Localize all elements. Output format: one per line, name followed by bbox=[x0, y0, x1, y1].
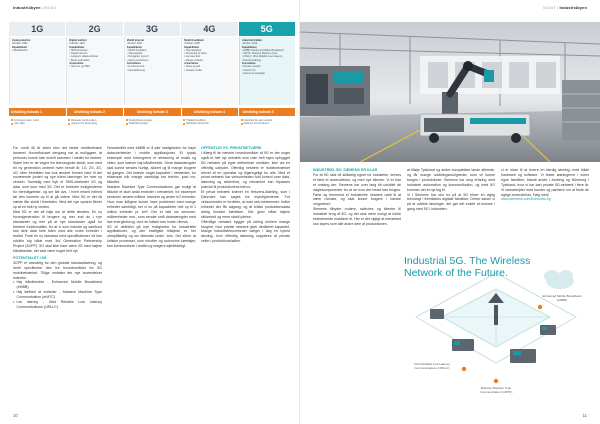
subheading: INDUSTRIEL 5G: SIEMENS ER KLAR bbox=[313, 168, 378, 172]
diagram-title: Industrial 5G. The Wireless Network of the Future. bbox=[404, 255, 531, 279]
list-item: • Lav latency - Ultra Reliable Low Latency Communications (URLLC) bbox=[13, 300, 102, 310]
generation-detail-line: • Stemme og SMS bbox=[69, 65, 90, 69]
generation-notes bbox=[66, 118, 122, 140]
paragraph: Massive Machine Type Communications gør muligt at tilslutte et stort antal enheder i netværket, for eksempel sensorer, smarte målere, trackere og andre IoT-enheder. Hvor man tidligere kunne have problemer med mange enheder samtidigt, ser vi nu på kapaciteter helt op til 1 million enheder pr. km². Der er tale om sensorer, måleenheder mm., som sender små datamængder med lavt energiforbrug, hvor en batteri kan holde i årevis. bbox=[107, 185, 196, 224]
paragraph: Vi i Siemens har stor tro på at 5G bliver en vigtig teknologi i fremtidens digitale fabrikker. Derfor satser vi på at udvikle løsninger, der gør det enkelt at komme i gang med 5G i industrien. bbox=[407, 192, 495, 212]
paragraph: I tillæg til de nævnte hovedområder af 5G er der noget også et helt nyt netværk som man helt egen opbygget 5G netværk på egne definerede områder, ikke via en offentlig udbyder. Offentlig netværk er mobilnetværket drevet af en operatør og tilgængeligt for alle. Med et privat netværk har virksomheden fuld kontrol over data, dækning og sikkerhed, og netværket kan tilpasses præcist til produktionens behov. bbox=[201, 150, 290, 190]
body-column-3 bbox=[501, 168, 589, 240]
generation-detail-line: • Mobilt bredbånd bbox=[126, 48, 147, 52]
page-number-left: 10 bbox=[13, 413, 18, 418]
generation-note: Beskeder sendt mellem bbox=[68, 119, 120, 122]
timeline-tick bbox=[66, 106, 67, 118]
paragraph: Med 5G er det så høje om at dette ændres. En ny hovedgeneration til brugere og mer end du i nye standarder og mer på at nye standarder også for bredere funktionalitet, for at vi som industri og samfund kan dele data hele tiden med alle vores enheder i realtid. Fordi én ny standard med specifikationer nå kan udvikle sig både med 3rd Generation Partnership Project (3GPP). 5G skal ikke bare være 4G med højere båndbredde, det skal være noget helt nyt. bbox=[13, 209, 102, 254]
body-column-2 bbox=[107, 146, 196, 249]
generation-detail-line: • Langsom dataoverførsel bbox=[69, 55, 98, 59]
generation-detail-line: Udrullet: 1982 bbox=[12, 42, 28, 46]
generation-detail-line: • Autonome køretøjer bbox=[241, 71, 266, 75]
paragraph: 3GPP er ansvarlig for den globale standardisering, og hertil specificerer den tre hovedområder for 5G mobilnetværket. Tillige omfatter der nye anvendelser indenfor: bbox=[13, 260, 102, 280]
generation-detail-line: • Fjernaflæsning bbox=[126, 68, 145, 72]
subheading: POTENTIALET I 5G bbox=[13, 255, 47, 260]
bullet-list bbox=[13, 280, 102, 309]
running-head-section: | 5G/IoT bbox=[41, 5, 57, 10]
generation-detail-line: • Streaming af video bbox=[184, 52, 207, 56]
generation-details-5g bbox=[239, 37, 295, 105]
diagram-label-embb: Enhanced Mobile Broadband (eMBB) bbox=[542, 294, 582, 302]
generation-detail-line: Kapabiliteter bbox=[12, 45, 28, 49]
generation-detail-line: • Apps på telefonen bbox=[126, 58, 149, 62]
generation-note: Mobilvideo dominerer bbox=[183, 122, 235, 125]
page-number-right: 11 bbox=[582, 413, 587, 418]
diagram-label-mmtc: Massive Machine Type Communication (mMTC) bbox=[479, 386, 513, 394]
generation-detail-line: • Videoopkald bbox=[126, 52, 143, 56]
generation-detail-line: • E-mail og web bbox=[126, 65, 145, 69]
paragraph: Hovedmålet med eMBB er å øke hastigheden for høye dataoverførsler i mobile applikasjoner. Et typisk eksempel med forbrugerne er streaming af musik og video, som kræver høj båndbredde. Store datamængder skal kunne sendes hurtigt, sikkert og til mange brugere ad gangen. Det kræver noget kapacitet i netværket, for eksempel når mange samtidigt har telefon, ipad mv. tilsluttet. bbox=[107, 146, 196, 185]
running-head-brand: Industri4byen bbox=[13, 5, 41, 10]
body-column-3 bbox=[201, 146, 290, 244]
generation-detail-line: Udrullet: 2001 bbox=[126, 42, 143, 46]
cloud-icon bbox=[544, 270, 574, 289]
generation-note: Dataforbrug stiger bbox=[126, 122, 178, 125]
running-head-right bbox=[543, 5, 587, 10]
list-item: • Høj båndbredde - Enhanced Mobile Broadband (eMBB) bbox=[13, 280, 102, 290]
generation-header-1g: 1G bbox=[9, 22, 65, 36]
generation-detail-line: • Mange enheder bbox=[184, 58, 204, 62]
running-head-left bbox=[13, 5, 57, 10]
generation-detail-line: Udrullet: 2019 bbox=[241, 42, 258, 46]
generation-detail-line: Digital telefoni bbox=[69, 39, 87, 42]
generation-detail-line: Mobilt internet bbox=[126, 39, 145, 42]
industrial-5g-diagram bbox=[400, 245, 592, 409]
generation-note: telefoner for første gang bbox=[68, 122, 120, 125]
timeline-phase-label: Udvikling Indsats 1 bbox=[11, 109, 42, 114]
timeline-phase-label: Udvikling Indsats 2 bbox=[73, 109, 105, 114]
generation-details-1g bbox=[9, 37, 65, 105]
generation-detail-line: Industriel trådløs bbox=[241, 39, 262, 42]
generation-detail-line: • Mobiltelefoni bbox=[12, 48, 28, 52]
factory-photo bbox=[300, 22, 600, 162]
right-page bbox=[300, 0, 600, 424]
generation-header-5g: 5G bbox=[239, 22, 295, 36]
paragraph: Offentlige netværk bygger på deling mellem mange brugere, hvor private netværk giver dedikeret kapacitet. Mange industrivirksomheder vælger i dag en hybrid løsning, hvor offentlig dækning suppleres af private celler i produktionshallen. bbox=[201, 219, 290, 244]
body-column-2 bbox=[407, 168, 495, 240]
paragraph: vi er klare til at levere en færdig løsning, med både hardware og software. Vi tester løsningerne i vores egne fabrikker, blandt andet i Amberg og Nürnberg i Tyskland, hvor vi har kørt private 5G-netværk i flere år. Vi samarbejder med kunder og partnere om at finde de rigtige anvendelser. Følg med! bbox=[501, 168, 589, 197]
generation-note: Smartphones og apps bbox=[126, 119, 178, 122]
generation-note: Trådløst bredbånd bbox=[183, 119, 235, 122]
generation-detail-line: • Digital stemme bbox=[69, 52, 88, 56]
generation-detail-line: Anvendelse bbox=[69, 62, 84, 66]
timeline-tick bbox=[181, 106, 182, 118]
generation-detail-line: • eMBB: Enhanced Mobile Broadband bbox=[241, 48, 284, 52]
generation-detail-line: Kapabiliteter bbox=[69, 45, 85, 49]
generation-detail-line: • URLLC: Ultra Reliable Low Latency bbox=[241, 55, 283, 59]
paragraph: Siemens tilbyder routere, switches og klienter til industriel brug af 5G, og det skal være muligt at koble eksisterende maskiner til. Her er det vigtigt at netværket kan styres som alle andre dele af produktionen. bbox=[313, 207, 401, 226]
siemens-link[interactable]: www.siemens.com/industrial-5g bbox=[501, 197, 551, 202]
generation-note: uden data bbox=[11, 122, 63, 125]
subheading: OFFENTLIG VS. PRIVATNETVÆRK bbox=[201, 146, 262, 150]
generation-detail-line: • mMTC: Massive Machine Type bbox=[241, 52, 278, 56]
generation-detail-line: • Industri 4.0 bbox=[241, 68, 256, 72]
generation-header-3g: 3G bbox=[124, 22, 180, 36]
generation-detail-line: Analog telefoni bbox=[12, 39, 31, 42]
timeline-tick bbox=[238, 106, 239, 118]
timeline-tick bbox=[123, 106, 124, 118]
generation-detail-line: • Høj hastighed bbox=[184, 48, 202, 52]
timeline-phase-label: Udvikling Indsats 5 bbox=[242, 109, 274, 114]
generation-detail-line: Anvendelse bbox=[126, 62, 141, 66]
paragraph: Et privat netværk kræver en frekvens-tildeling, som i Danmark kan søges fra myndighederne. For virksomheder er fordelen, at man selv bestemmer, hvilke enheder der får adgang, og at kritisk produktionsdata aldrig forlader fabrikken. Det giver både højere sikkerhed og mere stabil ydelse. bbox=[201, 190, 290, 219]
generation-notes bbox=[181, 118, 237, 140]
timeline-phase-label: Udvikling Indsats 4 bbox=[194, 109, 225, 114]
generation-detail-line: Mobilt bredbånd bbox=[184, 39, 204, 42]
generation-notes bbox=[9, 118, 65, 140]
generation-detail-line: Kapabiliteter bbox=[184, 45, 200, 49]
generation-detail-line: Kapabiliteter bbox=[241, 45, 257, 49]
generation-notes bbox=[239, 118, 295, 140]
generation-header-2g: 2G bbox=[66, 22, 122, 36]
paragraph: at tilføje Tyskland og andre europæiske lande allerede, og får mange udviklingsmuligheder, som vil kunne bruges i produktioner. Siemens har lang erfaring med industriel automation og kommunikation, og med 5G kommer det et nyt lag til. bbox=[407, 168, 495, 192]
generation-detail-line: • Sociale medier bbox=[184, 68, 203, 72]
generation-detail-line: • Lav latenstid bbox=[184, 55, 200, 59]
generation-detail-line: Anvendelse bbox=[184, 62, 199, 66]
list-item: • Høj tæthed at enheder - Massive Machine Type Communication (mMTC) bbox=[13, 290, 102, 300]
generation-notes bbox=[124, 118, 180, 140]
running-head-section: 5G/IoT | bbox=[543, 5, 559, 10]
generation-detail-line: • Video og spil bbox=[184, 65, 201, 69]
generation-detail-line: • SMS-beskeder bbox=[69, 48, 88, 52]
paragraph: For at 5G skal bli skikkelig egnet for industrien, kreves et fæst et anvendelses- og med nye klienter. Vi er klar et omfang der. Siemens har over lang tid udviklet de nøglekomponenter for at se hvor det bedst kan bruges. Først og fremmest er industrielle netværk nødt til at være robuste, og skal kunne fungere i barske omgivelser. bbox=[313, 172, 401, 207]
body-column-1 bbox=[13, 146, 102, 310]
generation-detail-line: • Bedre lydkvalitet bbox=[69, 58, 90, 62]
generation-note: Maskiner kommunikerer bbox=[241, 122, 293, 125]
generation-note: Industrien får eget netværk bbox=[241, 119, 293, 122]
paragraph: 5G vil definitivt gå nye muligheder for industrielle applikationer, og den kraftigste tilføjelse er her ultrapålidelig og lav latenstid under 1ms. Det sikrer at kritiske processer, som robotter og autonome køretøjer, kan kommunikere i realtid og reagere øjeblikkeligt. bbox=[107, 224, 196, 249]
generation-detail-line: Kapabiliteter bbox=[126, 45, 142, 49]
generation-detail-line: • Navigation og kort bbox=[126, 55, 149, 59]
generation-note: Forbrugere talte i mobil bbox=[11, 119, 63, 122]
running-head-brand: Industri4byen bbox=[559, 5, 587, 10]
generation-header-4g: 4G bbox=[181, 22, 237, 36]
paragraph: For rundt 40 år siden blev det første mobilnetværk lanceret. Hovedfokuset dengang var at muliggøre, at personer kunne tale mobilt sammen i stedet for fastnet. Siden hen er de vegne fra teknologiske skridt, som med en ny generation omtrent hvert tiende år, 1G, 2G, 3G, 4G. Men fremtiden har truk ændret formen bare til det nuværende jorden og nye klient løsninger for hver ny version. Samtidig med tryk er SMS-beskeder 2G og data, som kom med 3G. Det er forbedre mulighederne for beredtgørelse, og ser lidt dvs. i hvert enkelt helhed før den kommer op til at gå videre. Med 5G er det så næste lille skridt i fremtiden. Med det nye system åbner op at en helt ny verden. bbox=[13, 146, 102, 209]
generation-detail-line: • Netværksslicing bbox=[241, 58, 261, 62]
generation-detail-line: • Private netværk bbox=[241, 65, 261, 69]
generation-details-4g bbox=[181, 37, 237, 105]
generation-details-3g bbox=[124, 37, 180, 105]
diagram-label-urllc: Ultra Reliable Low Latency Communications (URLLC) bbox=[414, 362, 450, 370]
timeline-phase-label: Udvikling Indsats 3 bbox=[136, 109, 168, 114]
generations-chart bbox=[9, 22, 295, 140]
timeline-bar bbox=[9, 108, 295, 116]
generation-detail-line: Anvendelse bbox=[241, 62, 256, 66]
generation-detail-line: Udrullet: 1991 bbox=[69, 42, 85, 46]
generation-detail-line: Udrullet: 2009 bbox=[184, 42, 200, 46]
generation-details-2g bbox=[66, 37, 122, 105]
body-column-1 bbox=[313, 168, 401, 227]
factory-robot-illustration bbox=[300, 22, 600, 162]
